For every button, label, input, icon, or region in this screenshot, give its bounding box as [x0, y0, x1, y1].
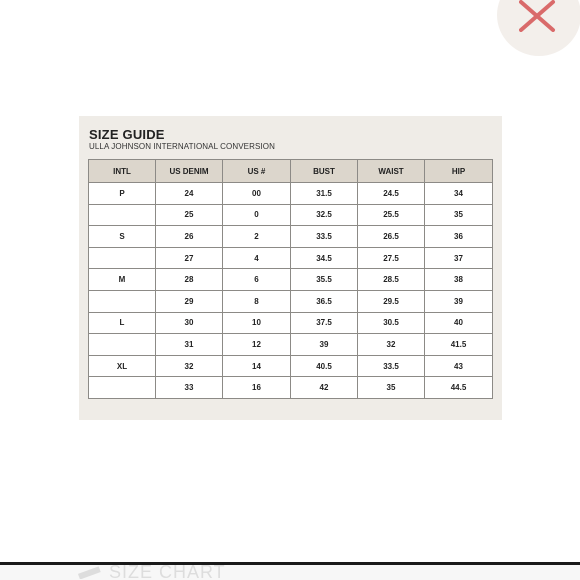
- table-row: [89, 312, 493, 334]
- cell-hip: 35: [425, 204, 493, 226]
- cell-intl: [89, 334, 156, 356]
- table-row: [89, 355, 493, 377]
- cell-bust: 40.5: [291, 355, 358, 377]
- cell-waist: 35: [358, 377, 425, 399]
- cell-hip: 37: [425, 247, 493, 269]
- size-guide-title: SIZE GUIDE: [89, 127, 165, 142]
- table-row: [89, 247, 493, 269]
- table-row: [89, 334, 493, 356]
- cell-hip: 44.5: [425, 377, 493, 399]
- header-hip: HIP: [425, 160, 493, 183]
- size-chart-bar[interactable]: [0, 565, 580, 580]
- cell-us-denim: 25: [156, 204, 223, 226]
- header-bust: BUST: [291, 160, 358, 183]
- cell-us-denim: 31: [156, 334, 223, 356]
- cell-intl: P: [89, 183, 156, 205]
- cell-hip: 38: [425, 269, 493, 291]
- header-intl: INTL: [89, 160, 156, 183]
- cell-bust: 31.5: [291, 183, 358, 205]
- size-guide-card: [79, 116, 502, 420]
- cell-us-denim: 29: [156, 290, 223, 312]
- cell-intl: [89, 247, 156, 269]
- close-icon[interactable]: [519, 0, 557, 32]
- cell-intl: M: [89, 269, 156, 291]
- cell-intl: S: [89, 226, 156, 248]
- cell-hip: 39: [425, 290, 493, 312]
- size-chart-label: SIZE CHART: [109, 565, 226, 580]
- cell-us-number: 12: [223, 334, 291, 356]
- cell-us-number: 00: [223, 183, 291, 205]
- cell-hip: 36: [425, 226, 493, 248]
- header-us-number: US #: [223, 160, 291, 183]
- cell-us-denim: 27: [156, 247, 223, 269]
- table-row: [89, 204, 493, 226]
- cell-us-denim: 24: [156, 183, 223, 205]
- cell-waist: 27.5: [358, 247, 425, 269]
- ruler-icon: [76, 565, 102, 579]
- table-row: [89, 377, 493, 399]
- table-row: [89, 269, 493, 291]
- cell-waist: 33.5: [358, 355, 425, 377]
- cell-us-number: 14: [223, 355, 291, 377]
- table-row: [89, 290, 493, 312]
- size-table: [88, 159, 493, 399]
- header-us-denim: US DENIM: [156, 160, 223, 183]
- cell-intl: XL: [89, 355, 156, 377]
- cell-us-number: 4: [223, 247, 291, 269]
- table-row: [89, 183, 493, 205]
- cell-us-number: 2: [223, 226, 291, 248]
- cell-us-denim: 28: [156, 269, 223, 291]
- cell-bust: 36.5: [291, 290, 358, 312]
- cell-hip: 34: [425, 183, 493, 205]
- cell-intl: [89, 290, 156, 312]
- cell-waist: 25.5: [358, 204, 425, 226]
- cell-intl: [89, 377, 156, 399]
- size-guide-subtitle: ULLA JOHNSON INTERNATIONAL CONVERSION: [89, 142, 275, 151]
- cell-bust: 32.5: [291, 204, 358, 226]
- cell-waist: 24.5: [358, 183, 425, 205]
- table-header-row: [89, 160, 493, 183]
- cell-us-denim: 33: [156, 377, 223, 399]
- cell-us-number: 8: [223, 290, 291, 312]
- cell-us-number: 0: [223, 204, 291, 226]
- close-button[interactable]: [497, 0, 580, 56]
- cell-us-number: 10: [223, 312, 291, 334]
- cell-hip: 43: [425, 355, 493, 377]
- cell-us-denim: 32: [156, 355, 223, 377]
- cell-waist: 32: [358, 334, 425, 356]
- table-row: [89, 226, 493, 248]
- cell-bust: 42: [291, 377, 358, 399]
- cell-bust: 37.5: [291, 312, 358, 334]
- cell-us-denim: 26: [156, 226, 223, 248]
- cell-us-denim: 30: [156, 312, 223, 334]
- cell-bust: 34.5: [291, 247, 358, 269]
- header-waist: WAIST: [358, 160, 425, 183]
- cell-us-number: 6: [223, 269, 291, 291]
- cell-hip: 40: [425, 312, 493, 334]
- cell-bust: 33.5: [291, 226, 358, 248]
- cell-bust: 39: [291, 334, 358, 356]
- cell-waist: 29.5: [358, 290, 425, 312]
- cell-hip: 41.5: [425, 334, 493, 356]
- cell-waist: 26.5: [358, 226, 425, 248]
- cell-waist: 30.5: [358, 312, 425, 334]
- cell-waist: 28.5: [358, 269, 425, 291]
- cell-intl: L: [89, 312, 156, 334]
- cell-us-number: 16: [223, 377, 291, 399]
- cell-bust: 35.5: [291, 269, 358, 291]
- cell-intl: [89, 204, 156, 226]
